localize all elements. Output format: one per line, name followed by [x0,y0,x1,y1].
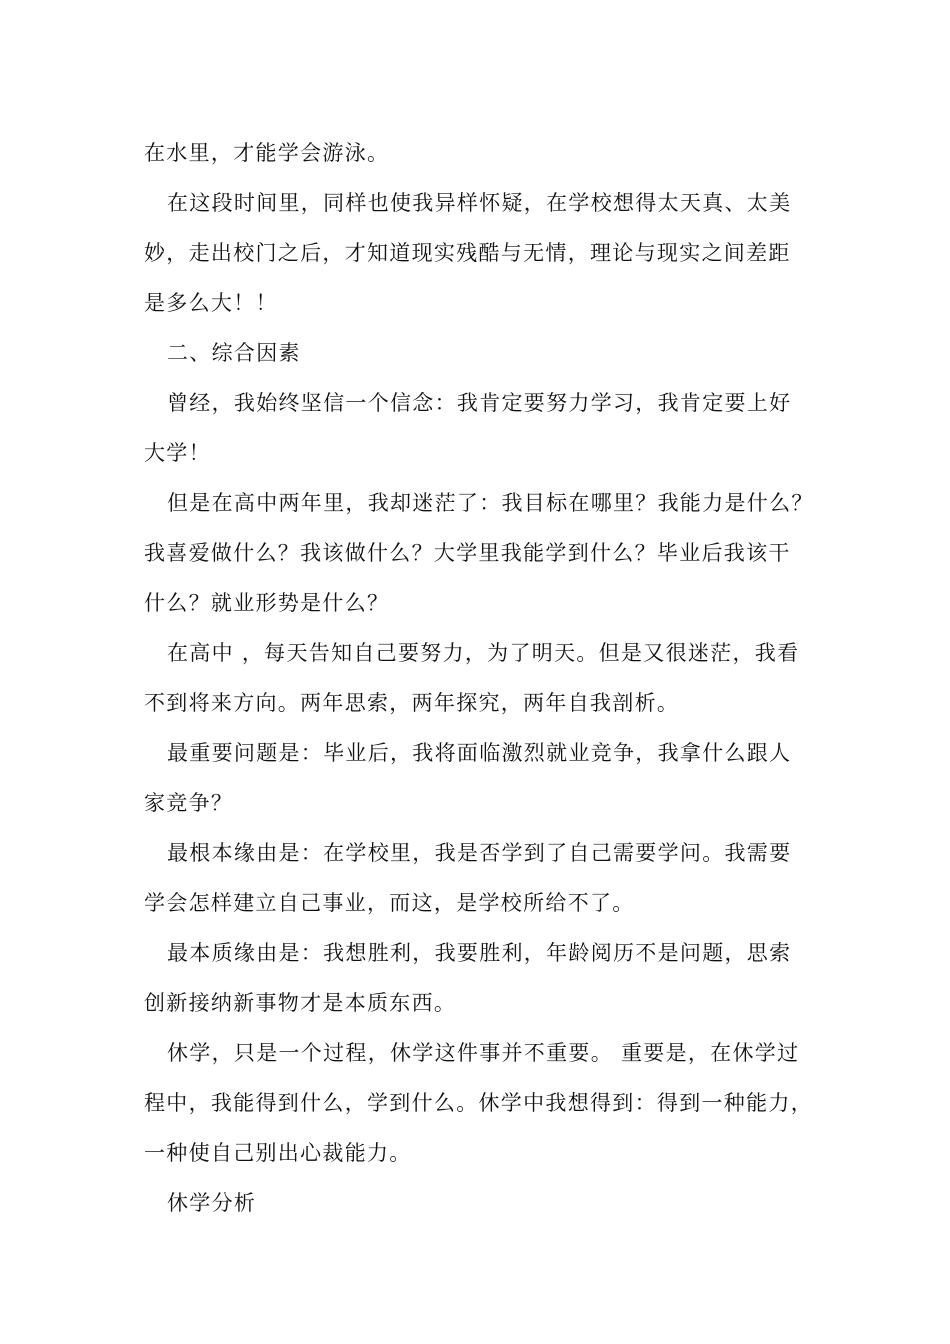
text-line: 一种使自己别出心裁能力。 [144,1141,412,1165]
text-line: 最重要问题是：毕业后，我将面临激烈就业竞争，我拿什么跟人 [167,741,792,765]
paragraph-5 [144,628,824,728]
text-line: 最根本缘由是：在学校里，我是否学到了自己需要学问。我需要 [167,841,792,865]
text-line: 在这段时间里，同样也使我异样怀疑，在学校想得太天真、太美 [167,191,792,215]
subsection-heading [144,1178,824,1228]
text-line: 程中，我能得到什么，学到什么。休学中我想得到：得到一种能力， [144,1091,813,1115]
text-line: 大学！ [144,441,211,465]
text-line: 妙，走出校门之后，才知道现实残酷与无情，理论与现实之间差距 [144,241,791,265]
text-line: 我喜爱做什么？我该做什么？大学里我能学到什么？毕业后我该干 [144,541,791,565]
text-line: 休学分析 [167,1191,257,1215]
paragraph-4 [144,478,824,628]
paragraph-1 [144,128,824,178]
paragraph-7 [144,828,824,928]
text-line: 曾经，我始终坚信一个信念：我肯定要努力学习，我肯定要上好 [167,391,792,415]
text-line: 最本质缘由是：我想胜利，我要胜利，年龄阅历不是问题，思索 [167,941,792,965]
paragraph-3 [144,378,824,478]
paragraph-8 [144,928,824,1028]
text-line: 休学，只是一个过程，休学这件事并不重要。 重要是，在休学过 [167,1041,800,1065]
text-line: 二、综合因素 [167,341,301,365]
text-line: 是多么大！！ [144,291,278,315]
paragraph-6 [144,728,824,828]
paragraph-9 [144,1028,824,1178]
text-line: 什么？就业形势是什么？ [144,591,390,615]
text-line: 不到将来方向。两年思索，两年探究，两年自我剖析。 [144,691,680,715]
text-line: 在高中 ，每天告知自己要努力，为了明天。但是又很迷茫，我看 [167,641,800,665]
paragraph-2 [144,178,824,328]
text-line: 创新接纳新事物才是本质东西。 [144,991,457,1015]
section-heading [144,328,824,378]
text-line: 但是在高中两年里，我却迷茫了：我目标在哪里？我能力是什么？ [167,491,814,515]
text-line: 学会怎样建立自己事业，而这，是学校所给不了。 [144,891,635,915]
document-body [144,128,824,1228]
text-line: 家竞争？ [144,791,234,815]
text-line: 在水里，才能学会游泳。 [144,141,390,165]
